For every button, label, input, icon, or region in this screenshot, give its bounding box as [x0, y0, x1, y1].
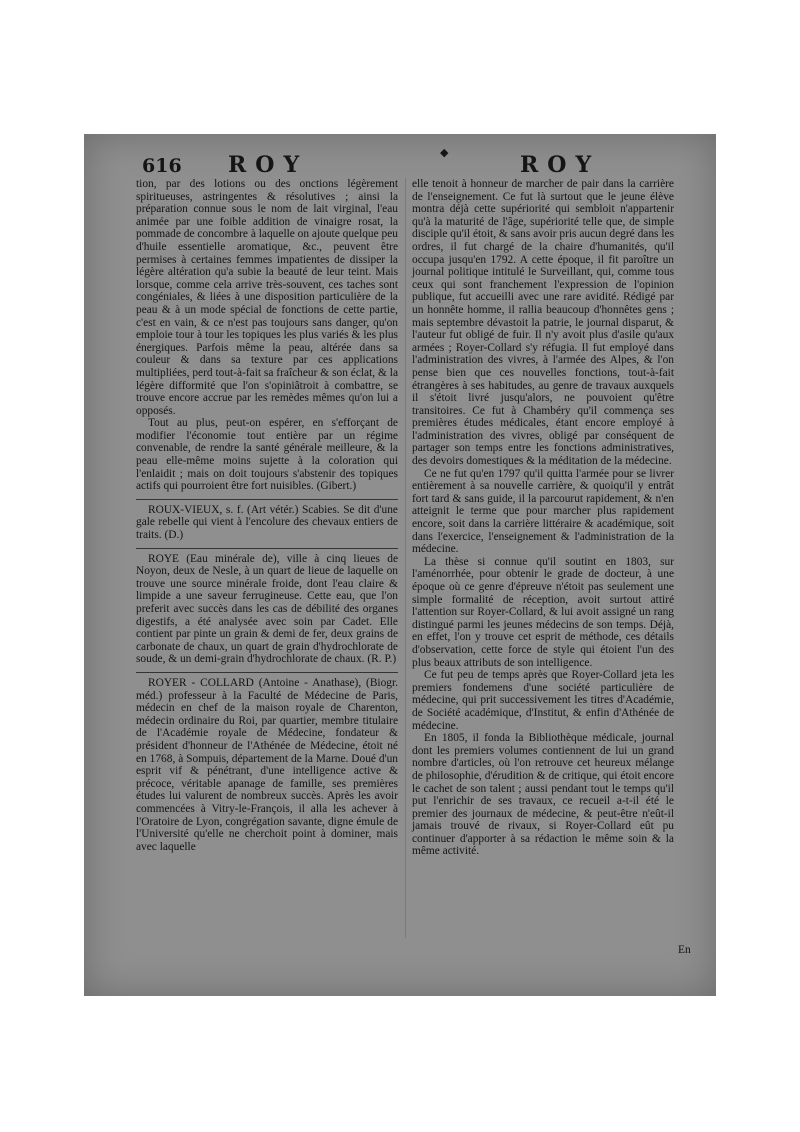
paragraph: elle tenoit à honneur de marcher de pair dans la carrière de l'enseignement. Ce fut là surtout que le jeune élève montra déjà cette supériorité qui sembloit n'appartenir qu'à la maturité de l'âge, supériorité telle que, de simple disciple qu'il étoit, & sans avoir pris aucun degré dans les ordres, il fut chargé de la chaire d'humanités, qu'il occupa jusqu'en 1792. A cette époque, il fit paroître un journal politique intitulé le Surveillant, qui, comme tous ceux qui sont franchement l'expression de l'opinion publique, fut accueilli avec une rare avidité. Rédigé par un honnête homme, il rallia beaucoup d'honnêtes gens ; mais septembre dévastoit la patrie, le journal disparut, & l'auteur fut obligé de fuir. Il n'y avoit plus d'asile qu'aux armées ; Royer-Collard s'y réfugia. Il fut employé dans l'administration des vivres, à l'armée des Alpes, & l'on pense bien que ces nouvelles fonctions, tout-à-fait étrangères à ses habitudes, au genre de travaux auxquels il s'étoit livré jusqu'alors, ne pouvoient qu'être transitoires. Ce fut à Chambéry qu'il commença ses premières études médicales, étant encore employé à l'administration des vivres, obligé par conséquent de partager son temps entre les fonctions administratives, des devoirs domestiques & la méditation de la médecine. [412, 178, 674, 468]
paragraph: En 1805, il fonda la Bibliothèque médicale, journal dont les premiers volumes contiennent de lui un grand nombre d'articles, où l'on retrouve cet heureux mélange de philosophie, d'érudition & de critique, qui étoit encore le cachet de son talent ; aussi pendant tout le temps qu'il put l'enrichir de ses travaux, ce recueil a-t-il été le premier des journaux de médecine, & peut-être n'eût-il jamais trouvé de rivaux, si Royer-Collard eût pu continuer d'apporter à sa rédaction le même soin & la même activité. [412, 732, 674, 858]
headword-left: ROY [228, 152, 309, 178]
entry-roye: ROYE (Eau minérale de), ville à cinq lieues de Noyon, deux de Nesle, à un quart de lieue de laquelle on trouve une source minérale froide, dont l'eau claire & limpide a une saveur ferrugineuse. Cette eau, que l'on preferit avec succès dans les cas de débilité des organes digestifs, a été analysée avec soin par Cadet. Elle contient par pinte un grain & demi de fer, deux grains de carbonate de chaux, un quart de grain d'hydrochlorate de soude, & un demi-grain d'hydrochlorate de chaux. (R. P.) [136, 552, 398, 666]
ornament-icon: ◆ [440, 146, 449, 159]
entry-separator [136, 499, 398, 500]
right-column [412, 178, 674, 858]
headword-right: ROY [520, 152, 601, 178]
column-divider [405, 178, 406, 938]
entry-royer-collard: ROYER - COLLARD (Antoine - Anathase), (Biogr. méd.) professeur à la Faculté de Médecine de Paris, médecin en chef de la maison royale de Charenton, médecin ordinaire du Roi, par quartier, membre titulaire de l'Académie royale de Médecine, fondateur & président d'honneur de l'Athénée de Médecine, étoit né en 1768, à Sompuis, département de la Marne. Doué d'un esprit vif & pénétrant, d'une intelligence active & précoce, véritable apanage de famille, ses premières études lui valurent de nombreux succès. Après les avoir commencées à Vitry-le-François, il alla les achever à l'Oratoire de Lyon, congrégation savante, digne émule de l'Université qu'elle ne cherchoit point à dominer, mais avec laquelle [136, 676, 398, 853]
page-number: 616 [142, 155, 182, 177]
entry-separator [136, 672, 398, 673]
entry-separator [136, 548, 398, 549]
paragraph: La thèse si connue qu'il soutint en 1803, sur l'aménorrhée, pour obtenir le grade de docteur, à une époque où ce genre d'épreuve n'étoit pas seulement une simple formalité de réception, avoit surtout attiré l'attention sur Royer-Collard, & lui avoit assigné un rang distingué parmi les jeunes médecins de son temps. Déjà, en effet, l'on y trouve cet esprit de méthode, ces détails d'observation, cette force de style qui étoient l'un des plus beaux attributs de son intelligence. [412, 555, 674, 669]
paragraph: Ce ne fut qu'en 1797 qu'il quitta l'armée pour se livrer entièrement à sa nouvelle carrière, & quoiqu'il y entrât fort tard & sans guide, il la parcourut rapidement, & n'en atteignit le terme que pour marcher plus rapidement encore, soit dans la carrière littéraire & académique, soit dans l'exercice, l'enseignement & l'administration de la médecine. [412, 467, 674, 556]
paragraph: Ce fut peu de temps après que Royer-Collard jeta les premiers fondemens d'une société particulière de médecine, qui prit successivement les titres d'Académie, de Société académique, d'Institut, & enfin d'Athénée de médecine. [412, 669, 674, 732]
paragraph: Tout au plus, peut-on espérer, en s'efforçant de modifier l'économie tout entière par un régime convenable, de rendre la santé générale meilleure, & la peau elle-même moins sujette à la coloration qui l'enlaidit ; mais on doit toujours s'abstenir des topiques actifs qui pourroient être fort nuisibles. (Gibert.) [136, 417, 398, 493]
catchword: En [678, 944, 691, 956]
scanned-page [84, 134, 716, 996]
left-column [136, 178, 398, 853]
paragraph: tion, par des lotions ou des onctions légèrement spiritueuses, astringentes & résolutives ; ainsi la préparation connue sous le nom de lait virginal, l'eau animée par une foible addition de vinaigre rosat, la pommade de concombre à laquelle on ajoute quelque peu d'huile essentielle aromatique, &c., peuvent être permises à certaines femmes impatientes de dissiper la légère altération qu'a subie la beauté de leur teint. Mais lorsque, comme cela arrive très-souvent, ces taches sont congéniales, & liées à une disposition particulière de la peau & à un mode spécial de fonctions de cette partie, c'est en vain, & ce n'est pas toujours sans danger, qu'on emploie tour à tour les topiques les plus variés & les plus énergiques. Parfois même la peau, altérée dans sa couleur & dans sa texture par ces applications multipliées, perd tout-à-fait sa fraîcheur & son éclat, & la légère difformité que l'on s'opiniâtroit à combattre, se trouve encore accrue par les remèdes mêmes qu'on lui a opposés. [136, 178, 398, 417]
entry-roux-vieux: ROUX-VIEUX, s. f. (Art vétér.) Scabies. Se dit d'une gale rebelle qui vient à l'encolure des chevaux entiers de traits. (D.) [136, 503, 398, 542]
